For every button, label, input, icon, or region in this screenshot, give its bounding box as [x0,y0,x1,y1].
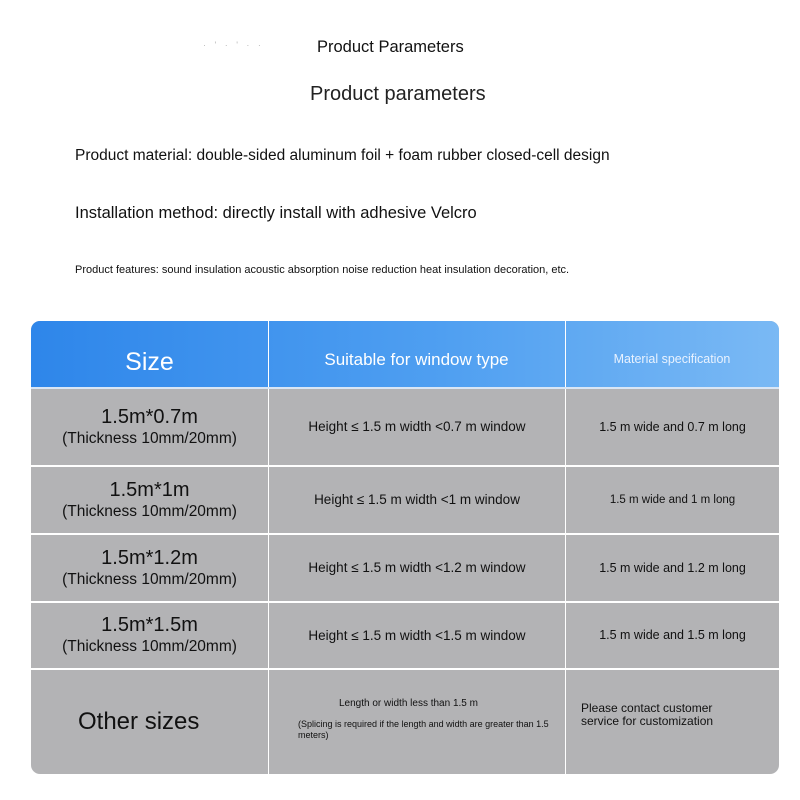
size-value: 1.5m*1m [109,478,190,501]
page-title-large: Product parameters [310,83,486,105]
thickness-value: (Thickness 10mm/20mm) [62,429,237,447]
product-material-text: Product material: double-sided aluminum foil + foam rubber closed-cell design [75,147,610,164]
material-spec-cell: 1.5 m wide and 1.2 m long [599,560,746,575]
thickness-value: (Thickness 10mm/20mm) [62,638,237,655]
header-size: Size [125,347,174,376]
installation-method-text: Installation method: directly install with adhesive Velcro [75,204,477,222]
window-type-cell: Height ≤ 1.5 m width <0.7 m window [308,419,526,434]
table-header [31,321,779,387]
table-row-size [31,466,268,533]
thickness-value: (Thickness 10mm/20mm) [62,570,237,588]
material-spec-cell: 1.5 m wide and 1 m long [609,493,736,506]
window-type-cell: Height ≤ 1.5 m width <1 m window [314,492,520,507]
faint-marks: · ' · ' · · [203,40,264,50]
window-type-cell: Height ≤ 1.5 m width <1.2 m window [308,560,526,575]
size-value: 1.5m*0.7m [101,405,198,428]
size-value: 1.5m*1.5m [101,614,198,636]
other-window-note: Length or width less than 1.5 m [339,698,478,709]
window-type-cell: Height ≤ 1.5 m width <1.5 m window [308,627,526,643]
parameters-table [31,321,779,774]
other-sizes-label: Other sizes [78,708,200,735]
table-row-size [31,534,268,601]
table-row-size [31,388,268,465]
material-spec-cell: 1.5 m wide and 1.5 m long [599,628,746,642]
splicing-note: (Splicing is required if the length and width are greater than 1.5 meters) [298,719,549,740]
header-window-type: Suitable for window type [324,350,509,369]
product-features-text: Product features: sound insulation acoustic absorption noise reduction heat insulation decoration, etc. [75,264,570,276]
page-title-small: Product Parameters [317,38,464,56]
thickness-value: (Thickness 10mm/20mm) [62,502,237,520]
size-value: 1.5m*1.2m [101,546,198,569]
contact-service-note: Please contact customer service for customization [581,701,714,728]
table-row-size [31,602,268,668]
material-spec-cell: 1.5 m wide and 0.7 m long [599,419,746,434]
header-material-spec: Material specification [613,352,731,366]
